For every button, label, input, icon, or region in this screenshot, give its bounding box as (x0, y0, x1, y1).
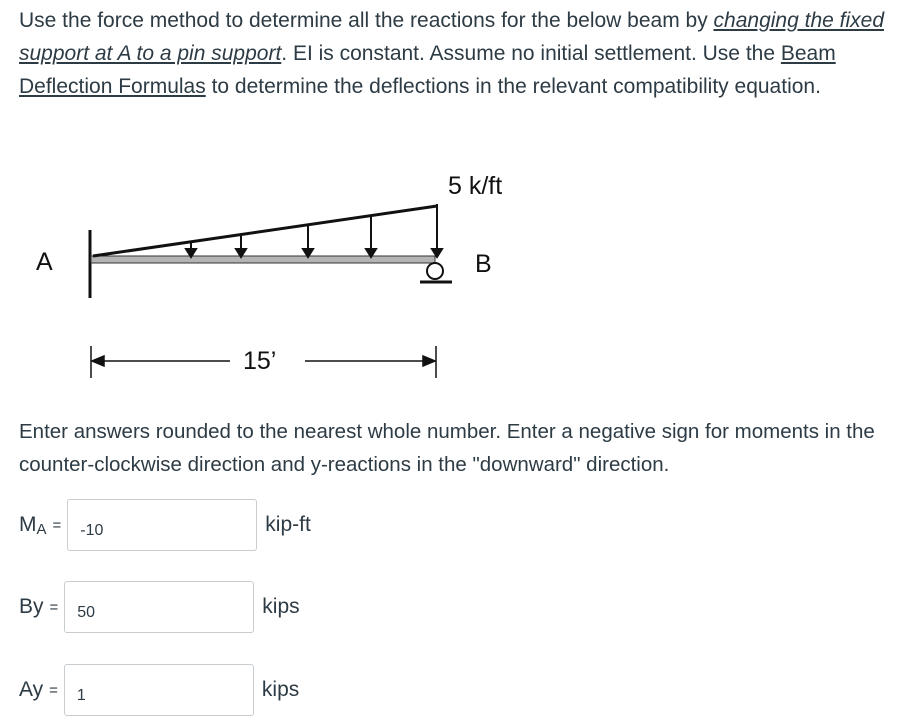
beam (91, 256, 435, 263)
ay-label: Ay (19, 678, 44, 701)
load-envelope (93, 206, 437, 256)
answer-ay-row (19, 664, 299, 716)
by-input[interactable] (64, 581, 254, 633)
ma-label: $M_A$ (19, 512, 47, 538)
ma-unit: kip-ft (265, 513, 311, 536)
ma-equals: = (52, 516, 62, 534)
by-equals: = (49, 598, 59, 616)
span-label: 15’ (243, 347, 277, 375)
label-a: A (36, 248, 53, 276)
ay-input[interactable] (64, 664, 254, 716)
answer-ma-row (19, 499, 311, 551)
problem-text-2: . EI is constant. Assume no initial settlement. Use the (281, 42, 781, 65)
support-change-link[interactable]: changing the fixed support at A to a pin support (19, 9, 885, 65)
beam-figure (0, 150, 902, 390)
label-b: B (475, 250, 492, 278)
beam-deflection-formulas-link[interactable]: Beam Deflection Formulas (19, 42, 836, 98)
by-label: By (19, 595, 44, 618)
ay-equals: = (49, 681, 58, 699)
ay-unit: kips (261, 678, 300, 701)
problem-statement (19, 4, 889, 103)
ma-input[interactable] (67, 499, 257, 551)
beam-diagram (0, 150, 902, 390)
instructions: Enter answers rounded to the nearest whole number. Enter a negative sign for moments in the counter-clockwise direction and y-reactions in the "downward" direction. (19, 420, 875, 476)
by-unit: kips (262, 595, 300, 618)
answer-by-row (19, 581, 300, 633)
load-arrows (186, 206, 442, 257)
problem-text-1: Use the force method to determine all the reactions for the below beam by (19, 9, 714, 32)
load-label: 5 k/ft (448, 172, 503, 200)
problem-text-3: to determine the deflections in the relevant compatibility equation. (205, 75, 821, 98)
roller-support-b (420, 263, 452, 282)
